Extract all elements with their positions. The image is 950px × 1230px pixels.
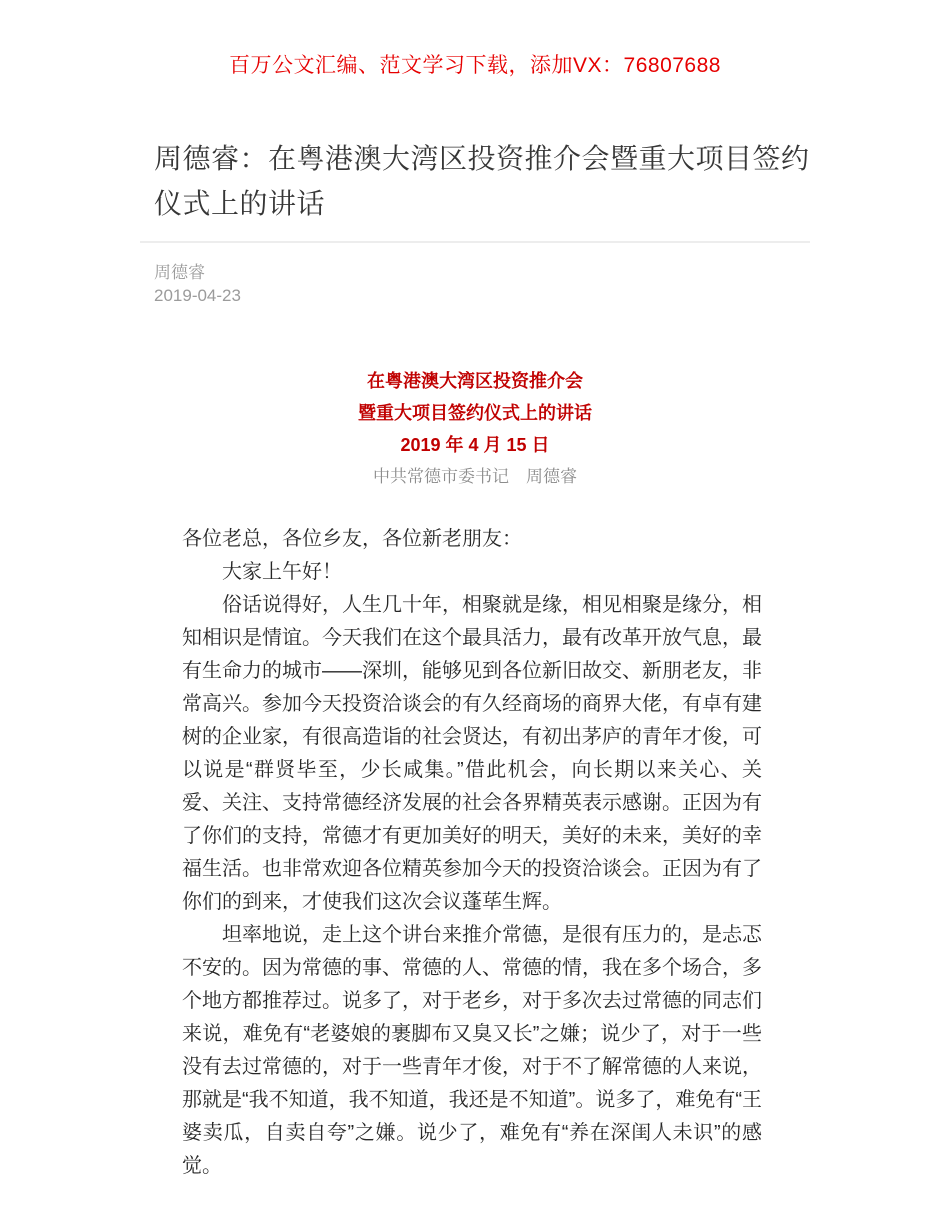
paragraph-body-2: 坦率地说，走上这个讲台来推介常德，是很有压力的，是忐忑不安的。因为常德的事、常德的人、常德的情，我在多个场合，多个地方都推荐过。说多了，对于老乡，对于多次去过常德的同志们来说，难免有“老婆娘的裹脚布又臭又长”之嫌；说少了，对于一些没有去过常德的，对于一些青年才俊，对于不了解常德的人来说，那就是“我不知道，我不知道，我还是不知道”。说多了，难免有“王婆卖瓜，自卖自夸”之嫌。说少了，难免有“养在深闺人未识”的感觉。 xyxy=(182,924,762,1177)
doc-heading-line1: 在粤港澳大湾区投资推介会 xyxy=(367,371,583,391)
paragraph-body-1: 俗话说得好，人生几十年，相聚就是缘，相见相聚是缘分，相知相识是情谊。今天我们在这个最具活力，最有改革开放气息，最有生命力的城市——深圳，能够见到各位新旧故交、新朋老友，非常高兴。参加今天投资洽谈会的有久经商场的商界大佬，有卓有建树的企业家，有很高造诣的社会贤达，有初出茅庐的青年才俊，可以说是“群贤毕至，少长咸集。”借此机会，向长期以来关心、关爱、关注、支持常德经济发展的社会各界精英表示感谢。正因为有了你们的支持，常德才有更加美好的明天，美好的未来，美好的幸福生活。也非常欢迎各位精英参加今天的投资洽谈会。正因为有了你们的到来，才使我们这次会议蓬荜生辉。 xyxy=(182,594,762,913)
article-content xyxy=(140,136,810,1183)
doc-byline: 中共常德市委书记 周德睿 xyxy=(373,467,577,486)
page-title: 周德睿：在粤港澳大湾区投资推介会暨重大项目签约仪式上的讲话 xyxy=(154,143,810,219)
promo-banner: 百万公文汇编、范文学习下载，添加VX：76807688 xyxy=(229,54,721,77)
author-name: 周德睿 xyxy=(154,263,205,282)
publish-date: 2019-04-23 xyxy=(154,286,241,305)
title-divider xyxy=(140,241,810,243)
doc-heading-date: 2019 年 4 月 15 日 xyxy=(400,435,550,455)
speech-body xyxy=(140,523,810,1183)
doc-heading-block xyxy=(140,365,810,493)
paragraph-salutation: 各位老总，各位乡友，各位新老朋友： xyxy=(182,528,522,550)
author-meta xyxy=(154,261,810,307)
doc-heading-line2: 暨重大项目签约仪式上的讲话 xyxy=(358,403,592,423)
paragraph-greeting: 大家上午好！ xyxy=(222,561,342,583)
